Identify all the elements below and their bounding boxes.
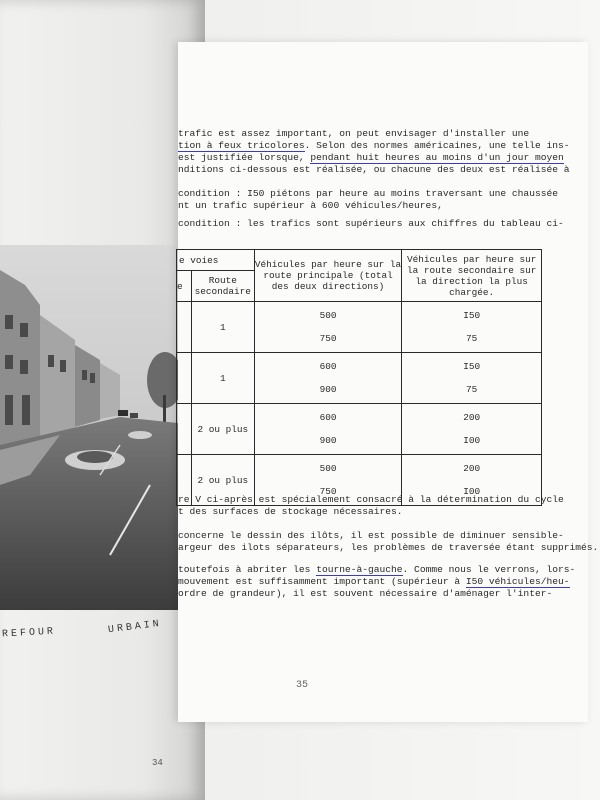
voies-cell: 2 ou plus [191, 455, 254, 506]
secondaire-cell [402, 302, 542, 353]
condition-1-line-1: condition : I50 piétons par heure au moins traversant une chaussée [178, 188, 558, 199]
left-page [0, 0, 205, 800]
value: 750 [319, 333, 337, 344]
text-span: toutefois à abriter les [178, 564, 317, 575]
sub-col-route-secondaire: Route secondaire [191, 271, 254, 302]
voies-cell: 1 [191, 302, 254, 353]
caption-part-1: REFOUR [1, 626, 57, 641]
value: 200 [463, 412, 481, 423]
text-span: mouvement est suffisamment important (supérieur à [178, 576, 466, 587]
paragraph-1-line-3 [178, 152, 564, 164]
traffic-table [176, 249, 542, 506]
table-cell [177, 404, 192, 455]
value: I00 [463, 435, 481, 446]
value: 600 [319, 412, 337, 423]
secondaire-cell [402, 404, 542, 455]
paragraph-4-line-2 [178, 576, 570, 588]
left-page-number: 34 [152, 758, 163, 768]
sub-col-left: e [177, 271, 192, 302]
value: 900 [319, 435, 337, 446]
paragraph-2-line-1: re V ci-après est spécialement consacré à la détermination du cycle [178, 494, 564, 505]
value: 200 [463, 463, 481, 474]
value: 750 [319, 486, 337, 497]
paragraph-1-line-2 [178, 140, 570, 152]
paragraph-1-line-4: nditions ci-dessous est réalisée, ou chacune des deux est réalisée à [178, 164, 570, 175]
table-row [177, 404, 542, 455]
condition-2-line-1: condition : les trafics sont supérieurs aux chiffres du tableau ci- [178, 218, 564, 229]
table-cell [177, 302, 192, 353]
header-voies: e voies [177, 250, 255, 271]
right-page [177, 42, 599, 722]
condition-1-line-2: nt un trafic supérieur à 600 véhicules/heures, [178, 200, 443, 211]
secondaire-cell [402, 353, 542, 404]
principale-cell [254, 353, 402, 404]
underlined-text: tourne-à-gauche [316, 564, 403, 575]
street-photo-image [0, 245, 178, 610]
text-span: . Comme nous le verrons, lors- [402, 564, 576, 575]
underlined-text: I50 véhicules/heu- [465, 576, 570, 587]
paragraph-4-line-3: ordre de grandeur), il est souvent nécessaire d'aménager l'inter- [178, 588, 553, 599]
table-row [177, 353, 542, 404]
paragraph-3-line-2: argeur des ilots séparateurs, les problèmes de traversée étant supprimés. [178, 542, 599, 553]
value: I50 [463, 361, 481, 372]
value: 500 [319, 463, 337, 474]
table-row [177, 302, 542, 353]
value: 75 [466, 384, 478, 395]
value: 600 [319, 361, 337, 372]
voies-cell: 2 ou plus [191, 404, 254, 455]
paragraph-1-line-1: trafic est assez important, on peut envisager d'installer une [178, 128, 530, 139]
caption-part-2: URBAIN [107, 618, 163, 637]
photo-caption [0, 620, 200, 650]
header-route-secondaire: Véhicules par heure sur la route secondaire sur la direction la plus chargée. [402, 250, 542, 302]
right-page-number: 35 [296, 680, 309, 691]
value: 900 [319, 384, 337, 395]
value: 75 [466, 333, 478, 344]
paragraph-2-line-2: t des surfaces de stockage nécessaires. [178, 506, 403, 517]
value: 500 [319, 310, 337, 321]
principale-cell [254, 404, 402, 455]
header-route-principale: Véhicules par heure sur la route principale (total des deux directions) [254, 250, 402, 302]
table-cell [177, 353, 192, 404]
voies-cell: 1 [191, 353, 254, 404]
paragraph-4-line-1 [178, 564, 575, 576]
underlined-text: tion à feux tricolores [178, 140, 305, 151]
street-photo [0, 245, 178, 610]
text-span: . Selon des normes américaines, une telle ins- [304, 140, 570, 151]
value: I50 [463, 310, 481, 321]
value: I00 [463, 486, 481, 497]
text-span: est justifiée lorsque, [178, 152, 311, 163]
paragraph-3-line-1: concerne le dessin des ilôts, il est possible de diminuer sensible- [178, 530, 564, 541]
underlined-text: pendant huit heures au moins d'un jour moyen [310, 152, 564, 163]
principale-cell [254, 302, 402, 353]
